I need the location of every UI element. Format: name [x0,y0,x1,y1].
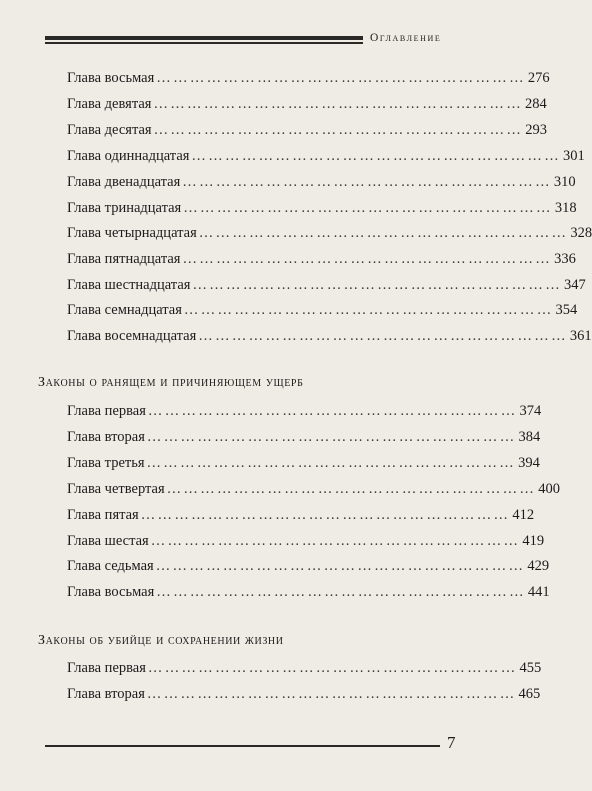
entry-label: Глава шестнадцатая [67,277,191,293]
toc-entry[interactable] [67,454,540,472]
entry-page: 301 [563,148,585,164]
leader-dots: ………………………………………………………… [166,481,537,497]
leader-dots: ………………………………………………………… [146,686,517,702]
entry-label: Глава десятая [67,122,152,138]
entry-page: 384 [518,429,541,445]
page-number: 7 [447,733,456,752]
entry-page: 318 [554,200,577,216]
leader-dots: ………………………………………………………… [147,660,518,676]
entry-page: 284 [525,96,547,112]
toc-entry[interactable] [67,301,578,319]
entry-page: 293 [525,122,547,138]
entry-label: Глава пятнадцатая [67,251,181,267]
entry-label: Глава первая [67,403,146,419]
leader-dots: ………………………………………………………… [156,584,526,600]
toc-entry[interactable] [67,428,541,446]
entry-page: 361 [569,328,592,344]
entry-page: 347 [564,277,586,293]
entry-page: 400 [538,481,560,497]
entry-label: Глава семнадцатая [67,302,182,318]
entry-label: Глава пятая [67,507,139,523]
entry-label: Глава седьмая [67,558,154,574]
entry-label: Глава первая [67,660,146,676]
entry-page: 441 [527,584,550,600]
toc-entry[interactable] [67,276,586,294]
section-title: Законы о ранящем и причиняющем ущерб [38,375,304,390]
leader-dots: ………………………………………………………… [183,200,553,216]
entry-label: Глава девятая [67,96,152,112]
toc-entry[interactable] [67,224,592,242]
toc-entry[interactable] [67,199,577,217]
leader-dots: ………………………………………………………… [182,251,553,267]
entry-page: 394 [518,455,540,471]
toc-entry[interactable] [67,506,535,524]
entry-page: 465 [518,686,541,702]
entry-page: 276 [527,70,550,86]
toc-entry[interactable] [67,250,576,268]
entry-label: Глава третья [67,455,145,471]
entry-label: Глава шестая [67,533,149,549]
entry-label: Глава вторая [67,686,145,702]
entry-label: Глава двенадцатая [67,174,181,190]
leader-dots: ………………………………………………………… [191,148,562,164]
toc-entry[interactable] [67,173,576,191]
toc-entry[interactable] [67,532,545,550]
section-title: Законы об убийце и сохранении жизни [38,633,284,648]
toc-entry[interactable] [67,480,560,498]
footer-rule [45,745,440,747]
entry-label: Глава восьмая [67,584,155,600]
leader-dots: ………………………………………………………… [150,533,521,549]
leader-dots: ………………………………………………………… [182,174,552,190]
toc-entry[interactable] [67,583,550,601]
entry-label: Глава четвертая [67,481,165,497]
leader-dots: ………………………………………………………… [183,302,554,318]
toc-entry[interactable] [67,69,550,87]
leader-dots: ………………………………………………………… [147,403,518,419]
leader-dots: ………………………………………………………… [156,70,526,86]
entry-page: 328 [570,225,592,241]
leader-dots: ………………………………………………………… [153,122,524,138]
entry-label: Глава восемнадцатая [67,328,197,344]
toc-entry[interactable] [67,327,592,345]
toc-entry[interactable] [67,685,541,703]
leader-dots: ………………………………………………………… [192,277,563,293]
entry-label: Глава одиннадцатая [67,148,190,164]
toc-entry[interactable] [67,557,550,575]
running-head: Оглавление [370,32,442,44]
leader-dots: ………………………………………………………… [146,455,517,471]
entry-label: Глава тринадцатая [67,200,182,216]
entry-page: 354 [555,302,578,318]
entry-label: Глава вторая [67,429,145,445]
entry-page: 374 [519,403,542,419]
entry-page: 310 [553,174,576,190]
leader-dots: ………………………………………………………… [198,328,568,344]
leader-dots: ………………………………………………………… [140,507,511,523]
entry-label: Глава восьмая [67,70,155,86]
toc-entry[interactable] [67,121,547,139]
leader-dots: ………………………………………………………… [146,429,517,445]
toc-entry[interactable] [67,659,542,677]
entry-page: 429 [527,558,550,574]
entry-page: 412 [512,507,535,523]
entry-label: Глава четырнадцатая [67,225,197,241]
entry-page: 419 [522,533,545,549]
entry-page: 455 [519,660,542,676]
leader-dots: ………………………………………………………… [198,225,569,241]
toc-entry[interactable] [67,402,542,420]
toc-entry[interactable] [67,95,547,113]
entry-page: 336 [554,251,576,267]
toc-entry[interactable] [67,147,585,165]
leader-dots: ………………………………………………………… [155,558,526,574]
leader-dots: ………………………………………………………… [153,96,524,112]
